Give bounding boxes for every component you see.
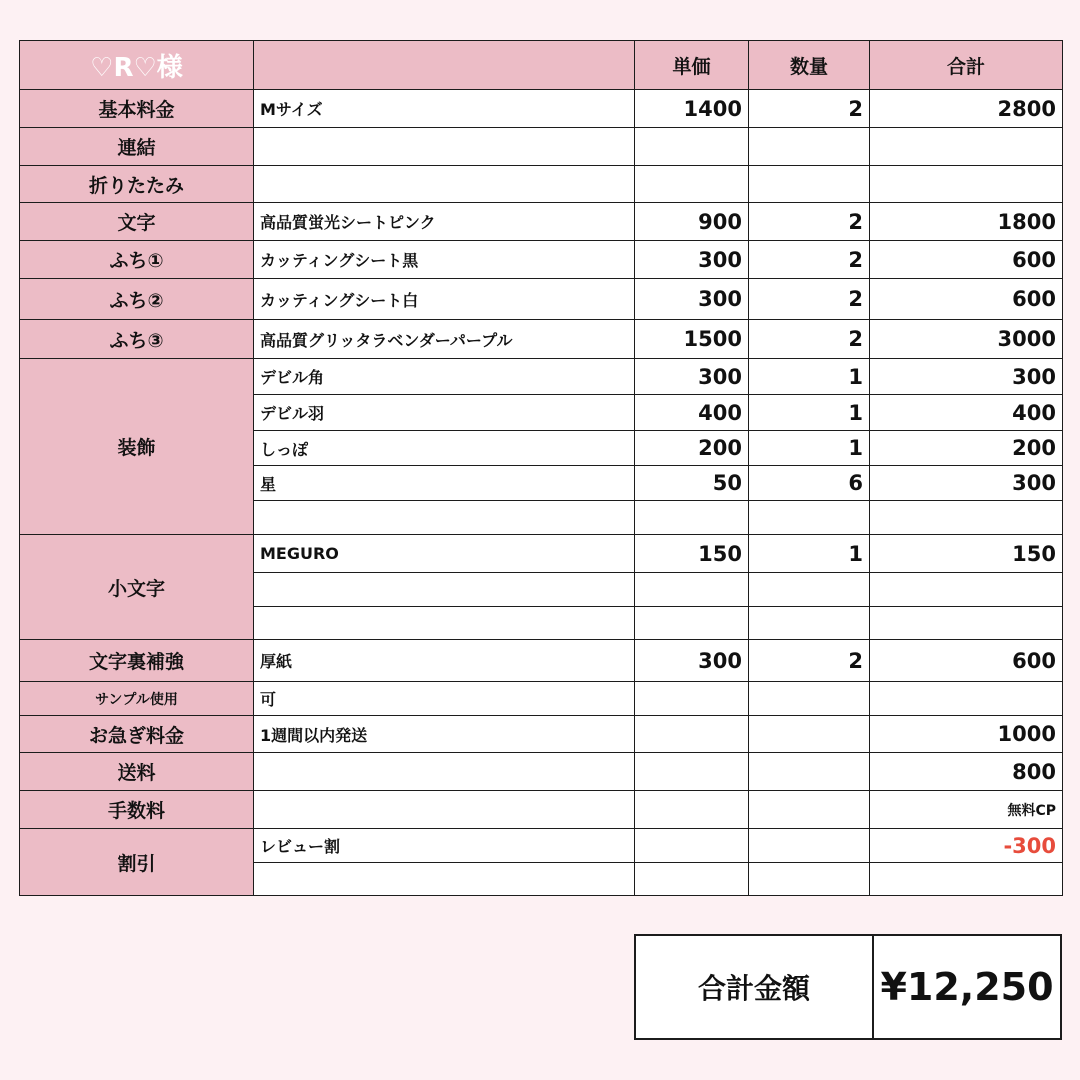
item-name (254, 863, 635, 896)
line-total: 600 (870, 241, 1063, 279)
unit-price: 1400 (635, 90, 749, 128)
unit-price: 1500 (635, 320, 749, 359)
unit-price: 150 (635, 535, 749, 573)
table-row (20, 320, 1063, 359)
row-label: 連結 (20, 128, 254, 166)
item-name: 高品質グリッタラベンダーパープル (254, 320, 635, 359)
table-row (20, 90, 1063, 128)
row-label: 基本料金 (20, 90, 254, 128)
item-name: 星 (254, 466, 635, 501)
line-total: 800 (870, 753, 1063, 791)
unit-price: 300 (635, 640, 749, 682)
line-total (870, 863, 1063, 896)
row-label: 小文字 (20, 535, 254, 640)
line-total: 200 (870, 431, 1063, 466)
unit-price: 900 (635, 203, 749, 241)
unit-price (635, 791, 749, 829)
quantity (749, 573, 870, 607)
row-label: 割引 (20, 829, 254, 896)
item-name: 1週間以内発送 (254, 716, 635, 753)
item-name (254, 753, 635, 791)
quantity: 1 (749, 535, 870, 573)
table-row (20, 716, 1063, 753)
table-row (20, 791, 1063, 829)
item-name: Mサイズ (254, 90, 635, 128)
line-total: 3000 (870, 320, 1063, 359)
table-row (20, 166, 1063, 203)
line-total (870, 501, 1063, 535)
grand-total-box (634, 934, 1062, 1040)
quantity: 2 (749, 90, 870, 128)
header-quantity: 数量 (749, 41, 870, 90)
unit-price (635, 682, 749, 716)
item-name: MEGURO (254, 535, 635, 573)
table-row (20, 829, 1063, 863)
quantity (749, 791, 870, 829)
unit-price (635, 501, 749, 535)
row-label: サンプル使用 (20, 682, 254, 716)
line-total: 1000 (870, 716, 1063, 753)
line-total: 300 (870, 359, 1063, 395)
unit-price (635, 863, 749, 896)
grand-total-value: ¥12,250 (873, 935, 1061, 1039)
item-name: デビル羽 (254, 395, 635, 431)
unit-price: 200 (635, 431, 749, 466)
unit-price (635, 166, 749, 203)
line-total: 1800 (870, 203, 1063, 241)
line-total: 600 (870, 279, 1063, 320)
quantity: 6 (749, 466, 870, 501)
item-name: カッティングシート黒 (254, 241, 635, 279)
line-total: 400 (870, 395, 1063, 431)
header-item (254, 41, 635, 90)
row-label: 装飾 (20, 359, 254, 535)
row-label: ふち③ (20, 320, 254, 359)
invoice-table (19, 40, 1063, 896)
table-row (20, 535, 1063, 573)
quantity: 2 (749, 640, 870, 682)
header-row (20, 41, 1063, 90)
unit-price (635, 716, 749, 753)
item-name (254, 128, 635, 166)
quantity: 2 (749, 203, 870, 241)
unit-price (635, 607, 749, 640)
quantity (749, 501, 870, 535)
item-name: カッティングシート白 (254, 279, 635, 320)
quantity (749, 607, 870, 640)
quantity (749, 863, 870, 896)
table-row (20, 279, 1063, 320)
row-label: 送料 (20, 753, 254, 791)
discount-total: -300 (870, 829, 1063, 863)
row-label: ふち② (20, 279, 254, 320)
item-name (254, 501, 635, 535)
item-name (254, 166, 635, 203)
item-name (254, 573, 635, 607)
table-row (20, 128, 1063, 166)
quantity: 1 (749, 395, 870, 431)
table-row (20, 640, 1063, 682)
line-total: 2800 (870, 90, 1063, 128)
item-name (254, 791, 635, 829)
table-row (20, 682, 1063, 716)
grand-total-label: 合計金額 (635, 935, 873, 1039)
row-label: 文字 (20, 203, 254, 241)
quantity: 2 (749, 241, 870, 279)
quantity: 1 (749, 359, 870, 395)
row-label: 文字裏補強 (20, 640, 254, 682)
table-row (20, 359, 1063, 395)
item-name: レビュー割 (254, 829, 635, 863)
table-row (20, 203, 1063, 241)
unit-price: 400 (635, 395, 749, 431)
line-total: 無料CP (870, 791, 1063, 829)
quantity (749, 753, 870, 791)
unit-price (635, 573, 749, 607)
line-total (870, 573, 1063, 607)
unit-price: 50 (635, 466, 749, 501)
table-row (20, 753, 1063, 791)
quantity: 2 (749, 279, 870, 320)
line-total: 150 (870, 535, 1063, 573)
header-unit-price: 単価 (635, 41, 749, 90)
quantity (749, 128, 870, 166)
quantity (749, 682, 870, 716)
quantity (749, 166, 870, 203)
unit-price (635, 128, 749, 166)
quantity: 2 (749, 320, 870, 359)
item-name: 可 (254, 682, 635, 716)
unit-price: 300 (635, 279, 749, 320)
line-total: 300 (870, 466, 1063, 501)
line-total: 600 (870, 640, 1063, 682)
unit-price: 300 (635, 241, 749, 279)
unit-price: 300 (635, 359, 749, 395)
unit-price (635, 753, 749, 791)
item-name: しっぽ (254, 431, 635, 466)
table-row (20, 241, 1063, 279)
unit-price (635, 829, 749, 863)
row-label: お急ぎ料金 (20, 716, 254, 753)
row-label: ふち① (20, 241, 254, 279)
item-name: デビル角 (254, 359, 635, 395)
quantity (749, 716, 870, 753)
line-total (870, 607, 1063, 640)
row-label: 折りたたみ (20, 166, 254, 203)
header-total: 合計 (870, 41, 1063, 90)
customer-name: ♡R♡様 (20, 41, 254, 90)
row-label: 手数料 (20, 791, 254, 829)
item-name (254, 607, 635, 640)
quantity (749, 829, 870, 863)
quantity: 1 (749, 431, 870, 466)
line-total (870, 128, 1063, 166)
item-name: 高品質蛍光シートピンク (254, 203, 635, 241)
line-total (870, 166, 1063, 203)
line-total (870, 682, 1063, 716)
item-name: 厚紙 (254, 640, 635, 682)
